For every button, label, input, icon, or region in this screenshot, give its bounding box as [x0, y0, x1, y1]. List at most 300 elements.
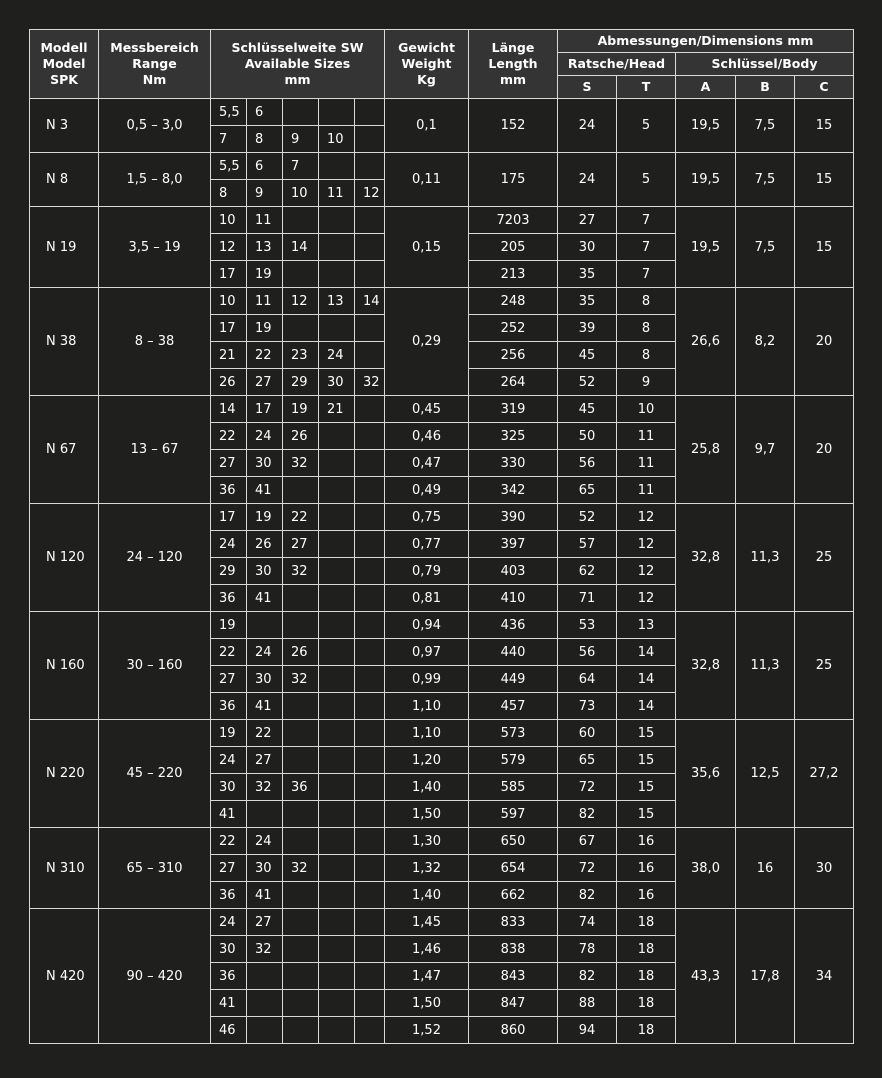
body-c-cell: 30 — [795, 828, 854, 909]
size-cell: 5,5 — [211, 153, 247, 180]
length-cell: 152 — [469, 99, 558, 153]
weight-cell: 1,46 — [385, 936, 469, 963]
size-cell: 22 — [211, 423, 247, 450]
size-cell: 12 — [283, 288, 319, 315]
size-cell: 21 — [319, 396, 355, 423]
head-s-cell: 64 — [558, 666, 617, 693]
body-a-cell: 19,5 — [676, 153, 736, 207]
size-cell — [355, 234, 385, 261]
table-row — [30, 396, 854, 423]
size-cell: 41 — [247, 585, 283, 612]
model-cell: N 160 — [30, 612, 99, 720]
model-cell: N 420 — [30, 909, 99, 1044]
length-cell: 654 — [469, 855, 558, 882]
length-cell: 213 — [469, 261, 558, 288]
spec-body — [30, 99, 854, 1044]
body-c-cell: 20 — [795, 396, 854, 504]
table-row — [30, 504, 854, 531]
head-t-cell: 12 — [617, 504, 676, 531]
head-t-cell: 8 — [617, 342, 676, 369]
weight-cell: 0,1 — [385, 99, 469, 153]
size-cell — [319, 207, 355, 234]
table-row — [30, 288, 854, 315]
size-cell: 24 — [211, 909, 247, 936]
weight-cell: 0,97 — [385, 639, 469, 666]
size-cell — [319, 558, 355, 585]
size-cell — [319, 774, 355, 801]
head-s-cell: 72 — [558, 855, 617, 882]
head-t-cell: 18 — [617, 963, 676, 990]
body-c-cell: 25 — [795, 504, 854, 612]
head-t-cell: 9 — [617, 369, 676, 396]
size-cell — [355, 450, 385, 477]
size-cell — [355, 693, 385, 720]
table-row — [30, 99, 854, 126]
range-cell: 65 – 310 — [99, 828, 211, 909]
body-b-cell: 16 — [736, 828, 795, 909]
range-cell: 45 – 220 — [99, 720, 211, 828]
body-b-cell: 11,3 — [736, 612, 795, 720]
head-t-cell: 7 — [617, 207, 676, 234]
head-s-cell: 94 — [558, 1017, 617, 1044]
size-cell — [283, 990, 319, 1017]
size-cell: 22 — [211, 828, 247, 855]
body-b-cell: 7,5 — [736, 99, 795, 153]
head-t-cell: 13 — [617, 612, 676, 639]
size-cell — [283, 315, 319, 342]
size-cell: 22 — [283, 504, 319, 531]
weight-cell: 0,47 — [385, 450, 469, 477]
size-cell: 22 — [211, 639, 247, 666]
weight-cell: 1,52 — [385, 1017, 469, 1044]
size-cell: 19 — [211, 720, 247, 747]
size-cell: 5,5 — [211, 99, 247, 126]
head-t-cell: 5 — [617, 99, 676, 153]
head-s-cell: 82 — [558, 882, 617, 909]
header-sizes: Schlüsselweite SW Available Sizes mm — [211, 30, 385, 99]
size-cell — [319, 936, 355, 963]
head-s-cell: 65 — [558, 747, 617, 774]
head-s-cell: 35 — [558, 288, 617, 315]
length-cell: 449 — [469, 666, 558, 693]
head-t-cell: 15 — [617, 747, 676, 774]
head-t-cell: 15 — [617, 801, 676, 828]
head-s-cell: 39 — [558, 315, 617, 342]
model-cell: N 8 — [30, 153, 99, 207]
size-cell: 32 — [355, 369, 385, 396]
length-cell: 325 — [469, 423, 558, 450]
size-cell: 30 — [247, 558, 283, 585]
header-weight: Gewicht Weight Kg — [385, 30, 469, 99]
size-cell: 30 — [247, 666, 283, 693]
head-t-cell: 15 — [617, 720, 676, 747]
weight-cell: 1,47 — [385, 963, 469, 990]
size-cell — [319, 990, 355, 1017]
size-cell: 30 — [211, 774, 247, 801]
body-c-cell: 25 — [795, 612, 854, 720]
head-t-cell: 16 — [617, 855, 676, 882]
head-t-cell: 18 — [617, 990, 676, 1017]
size-cell: 6 — [247, 153, 283, 180]
head-t-cell: 12 — [617, 585, 676, 612]
size-cell — [355, 396, 385, 423]
size-cell: 12 — [355, 180, 385, 207]
size-cell — [319, 882, 355, 909]
header-t: T — [617, 76, 676, 99]
length-cell: 650 — [469, 828, 558, 855]
size-cell — [355, 477, 385, 504]
size-cell: 14 — [211, 396, 247, 423]
size-cell: 11 — [247, 288, 283, 315]
model-cell: N 220 — [30, 720, 99, 828]
size-cell: 26 — [283, 639, 319, 666]
size-cell — [355, 828, 385, 855]
size-cell — [319, 477, 355, 504]
table-row — [30, 720, 854, 747]
length-cell: 205 — [469, 234, 558, 261]
head-s-cell: 72 — [558, 774, 617, 801]
length-cell: 843 — [469, 963, 558, 990]
size-cell: 10 — [211, 207, 247, 234]
size-cell — [319, 639, 355, 666]
weight-cell: 1,10 — [385, 693, 469, 720]
range-cell: 3,5 – 19 — [99, 207, 211, 288]
size-cell: 17 — [211, 504, 247, 531]
header-b: B — [736, 76, 795, 99]
size-cell: 32 — [283, 855, 319, 882]
size-cell: 19 — [247, 315, 283, 342]
length-cell: 457 — [469, 693, 558, 720]
size-cell: 41 — [247, 693, 283, 720]
size-cell: 10 — [283, 180, 319, 207]
length-cell: 410 — [469, 585, 558, 612]
size-cell — [283, 477, 319, 504]
size-cell — [283, 963, 319, 990]
size-cell: 27 — [247, 909, 283, 936]
size-cell — [247, 612, 283, 639]
size-cell — [355, 342, 385, 369]
size-cell — [355, 990, 385, 1017]
size-cell — [355, 153, 385, 180]
head-s-cell: 24 — [558, 153, 617, 207]
body-b-cell: 7,5 — [736, 153, 795, 207]
body-a-cell: 19,5 — [676, 99, 736, 153]
size-cell — [319, 99, 355, 126]
size-cell: 10 — [211, 288, 247, 315]
size-cell: 29 — [211, 558, 247, 585]
head-t-cell: 8 — [617, 288, 676, 315]
size-cell: 14 — [355, 288, 385, 315]
body-a-cell: 19,5 — [676, 207, 736, 288]
head-s-cell: 45 — [558, 396, 617, 423]
size-cell: 32 — [283, 558, 319, 585]
range-cell: 1,5 – 8,0 — [99, 153, 211, 207]
size-cell: 12 — [211, 234, 247, 261]
length-cell: 397 — [469, 531, 558, 558]
model-cell: N 19 — [30, 207, 99, 288]
table-row — [30, 207, 854, 234]
size-cell: 11 — [319, 180, 355, 207]
body-c-cell: 15 — [795, 207, 854, 288]
size-cell: 27 — [211, 855, 247, 882]
weight-cell: 1,40 — [385, 882, 469, 909]
head-s-cell: 82 — [558, 963, 617, 990]
head-s-cell: 53 — [558, 612, 617, 639]
size-cell — [319, 693, 355, 720]
size-cell: 17 — [211, 315, 247, 342]
weight-cell: 0,29 — [385, 288, 469, 396]
size-cell: 30 — [247, 450, 283, 477]
length-cell: 403 — [469, 558, 558, 585]
head-t-cell: 18 — [617, 936, 676, 963]
length-cell: 7203 — [469, 207, 558, 234]
head-t-cell: 12 — [617, 531, 676, 558]
size-cell: 36 — [211, 693, 247, 720]
head-t-cell: 16 — [617, 882, 676, 909]
body-c-cell: 15 — [795, 99, 854, 153]
head-s-cell: 62 — [558, 558, 617, 585]
head-s-cell: 45 — [558, 342, 617, 369]
size-cell: 13 — [319, 288, 355, 315]
head-t-cell: 11 — [617, 477, 676, 504]
size-cell — [247, 990, 283, 1017]
length-cell: 264 — [469, 369, 558, 396]
length-cell: 436 — [469, 612, 558, 639]
size-cell: 9 — [283, 126, 319, 153]
size-cell — [283, 747, 319, 774]
weight-cell: 1,40 — [385, 774, 469, 801]
body-b-cell: 12,5 — [736, 720, 795, 828]
model-cell: N 67 — [30, 396, 99, 504]
model-cell: N 310 — [30, 828, 99, 909]
head-s-cell: 52 — [558, 369, 617, 396]
head-s-cell: 78 — [558, 936, 617, 963]
size-cell — [283, 693, 319, 720]
length-cell: 833 — [469, 909, 558, 936]
length-cell: 579 — [469, 747, 558, 774]
head-t-cell: 15 — [617, 774, 676, 801]
size-cell: 22 — [247, 720, 283, 747]
size-cell: 30 — [211, 936, 247, 963]
size-cell: 8 — [247, 126, 283, 153]
size-cell: 24 — [211, 531, 247, 558]
size-cell: 7 — [211, 126, 247, 153]
size-cell — [355, 720, 385, 747]
size-cell: 36 — [283, 774, 319, 801]
range-cell: 90 – 420 — [99, 909, 211, 1044]
head-s-cell: 88 — [558, 990, 617, 1017]
body-b-cell: 17,8 — [736, 909, 795, 1044]
model-cell: N 120 — [30, 504, 99, 612]
length-cell: 597 — [469, 801, 558, 828]
size-cell — [283, 585, 319, 612]
head-s-cell: 56 — [558, 450, 617, 477]
size-cell: 7 — [283, 153, 319, 180]
length-cell: 256 — [469, 342, 558, 369]
size-cell — [283, 828, 319, 855]
size-cell: 27 — [247, 369, 283, 396]
header-model: Modell Model SPK — [30, 30, 99, 99]
range-cell: 0,5 – 3,0 — [99, 99, 211, 153]
size-cell — [355, 774, 385, 801]
size-cell: 26 — [247, 531, 283, 558]
size-cell: 14 — [283, 234, 319, 261]
weight-cell: 0,45 — [385, 396, 469, 423]
size-cell — [319, 504, 355, 531]
size-cell — [319, 963, 355, 990]
size-cell — [355, 99, 385, 126]
head-s-cell: 30 — [558, 234, 617, 261]
size-cell: 36 — [211, 477, 247, 504]
head-t-cell: 8 — [617, 315, 676, 342]
size-cell: 32 — [247, 936, 283, 963]
size-cell — [355, 963, 385, 990]
size-cell: 19 — [247, 261, 283, 288]
header-body: Schlüssel/Body — [676, 53, 854, 76]
length-cell: 838 — [469, 936, 558, 963]
head-t-cell: 16 — [617, 828, 676, 855]
size-cell — [319, 423, 355, 450]
length-cell: 342 — [469, 477, 558, 504]
size-cell: 19 — [211, 612, 247, 639]
head-s-cell: 74 — [558, 909, 617, 936]
size-cell — [355, 936, 385, 963]
size-cell — [247, 963, 283, 990]
weight-cell: 0,77 — [385, 531, 469, 558]
head-s-cell: 57 — [558, 531, 617, 558]
head-s-cell: 27 — [558, 207, 617, 234]
size-cell: 27 — [247, 747, 283, 774]
header-c: C — [795, 76, 854, 99]
head-s-cell: 24 — [558, 99, 617, 153]
body-a-cell: 26,6 — [676, 288, 736, 396]
size-cell: 24 — [247, 639, 283, 666]
size-cell: 17 — [247, 396, 283, 423]
size-cell: 36 — [211, 963, 247, 990]
body-a-cell: 43,3 — [676, 909, 736, 1044]
head-t-cell: 18 — [617, 909, 676, 936]
size-cell — [319, 531, 355, 558]
size-cell: 36 — [211, 585, 247, 612]
size-cell: 41 — [247, 882, 283, 909]
size-cell: 8 — [211, 180, 247, 207]
body-b-cell: 7,5 — [736, 207, 795, 288]
header-head: Ratsche/Head — [558, 53, 676, 76]
weight-cell: 1,30 — [385, 828, 469, 855]
size-cell: 36 — [211, 882, 247, 909]
size-cell: 41 — [247, 477, 283, 504]
head-t-cell: 12 — [617, 558, 676, 585]
weight-cell: 0,79 — [385, 558, 469, 585]
size-cell: 27 — [283, 531, 319, 558]
size-cell — [355, 801, 385, 828]
header-a: A — [676, 76, 736, 99]
size-cell — [247, 1017, 283, 1044]
length-cell: 175 — [469, 153, 558, 207]
size-cell: 10 — [319, 126, 355, 153]
size-cell: 41 — [211, 801, 247, 828]
size-cell: 9 — [247, 180, 283, 207]
size-cell: 41 — [211, 990, 247, 1017]
size-cell — [283, 99, 319, 126]
head-t-cell: 18 — [617, 1017, 676, 1044]
size-cell: 17 — [211, 261, 247, 288]
size-cell: 32 — [283, 450, 319, 477]
head-s-cell: 82 — [558, 801, 617, 828]
size-cell — [319, 261, 355, 288]
size-cell: 19 — [283, 396, 319, 423]
size-cell: 6 — [247, 99, 283, 126]
size-cell — [319, 828, 355, 855]
size-cell: 19 — [247, 504, 283, 531]
size-cell — [319, 909, 355, 936]
body-a-cell: 32,8 — [676, 504, 736, 612]
body-b-cell: 9,7 — [736, 396, 795, 504]
size-cell — [247, 801, 283, 828]
length-cell: 440 — [469, 639, 558, 666]
size-cell — [355, 531, 385, 558]
size-cell — [355, 1017, 385, 1044]
head-t-cell: 7 — [617, 234, 676, 261]
size-cell — [283, 207, 319, 234]
size-cell — [283, 801, 319, 828]
size-cell — [319, 855, 355, 882]
head-t-cell: 10 — [617, 396, 676, 423]
body-a-cell: 25,8 — [676, 396, 736, 504]
size-cell — [355, 261, 385, 288]
size-cell — [355, 747, 385, 774]
head-t-cell: 5 — [617, 153, 676, 207]
size-cell — [319, 1017, 355, 1044]
size-cell — [355, 855, 385, 882]
spec-table — [29, 29, 854, 1044]
size-cell — [355, 639, 385, 666]
size-cell — [319, 747, 355, 774]
body-a-cell: 38,0 — [676, 828, 736, 909]
size-cell — [355, 504, 385, 531]
size-cell: 11 — [247, 207, 283, 234]
weight-cell: 0,49 — [385, 477, 469, 504]
table-row — [30, 153, 854, 180]
weight-cell: 0,94 — [385, 612, 469, 639]
length-cell: 248 — [469, 288, 558, 315]
head-s-cell: 71 — [558, 585, 617, 612]
body-c-cell: 20 — [795, 288, 854, 396]
size-cell — [283, 909, 319, 936]
length-cell: 662 — [469, 882, 558, 909]
size-cell — [355, 558, 385, 585]
size-cell: 46 — [211, 1017, 247, 1044]
size-cell — [319, 153, 355, 180]
range-cell: 8 – 38 — [99, 288, 211, 396]
length-cell: 847 — [469, 990, 558, 1017]
size-cell — [319, 801, 355, 828]
head-s-cell: 35 — [558, 261, 617, 288]
head-s-cell: 67 — [558, 828, 617, 855]
size-cell: 30 — [319, 369, 355, 396]
range-cell: 24 – 120 — [99, 504, 211, 612]
weight-cell: 1,32 — [385, 855, 469, 882]
size-cell — [283, 612, 319, 639]
size-cell — [319, 585, 355, 612]
header-length: Länge Length mm — [469, 30, 558, 99]
size-cell — [355, 126, 385, 153]
size-cell — [319, 315, 355, 342]
header-s: S — [558, 76, 617, 99]
size-cell — [319, 720, 355, 747]
size-cell — [355, 666, 385, 693]
length-cell: 585 — [469, 774, 558, 801]
